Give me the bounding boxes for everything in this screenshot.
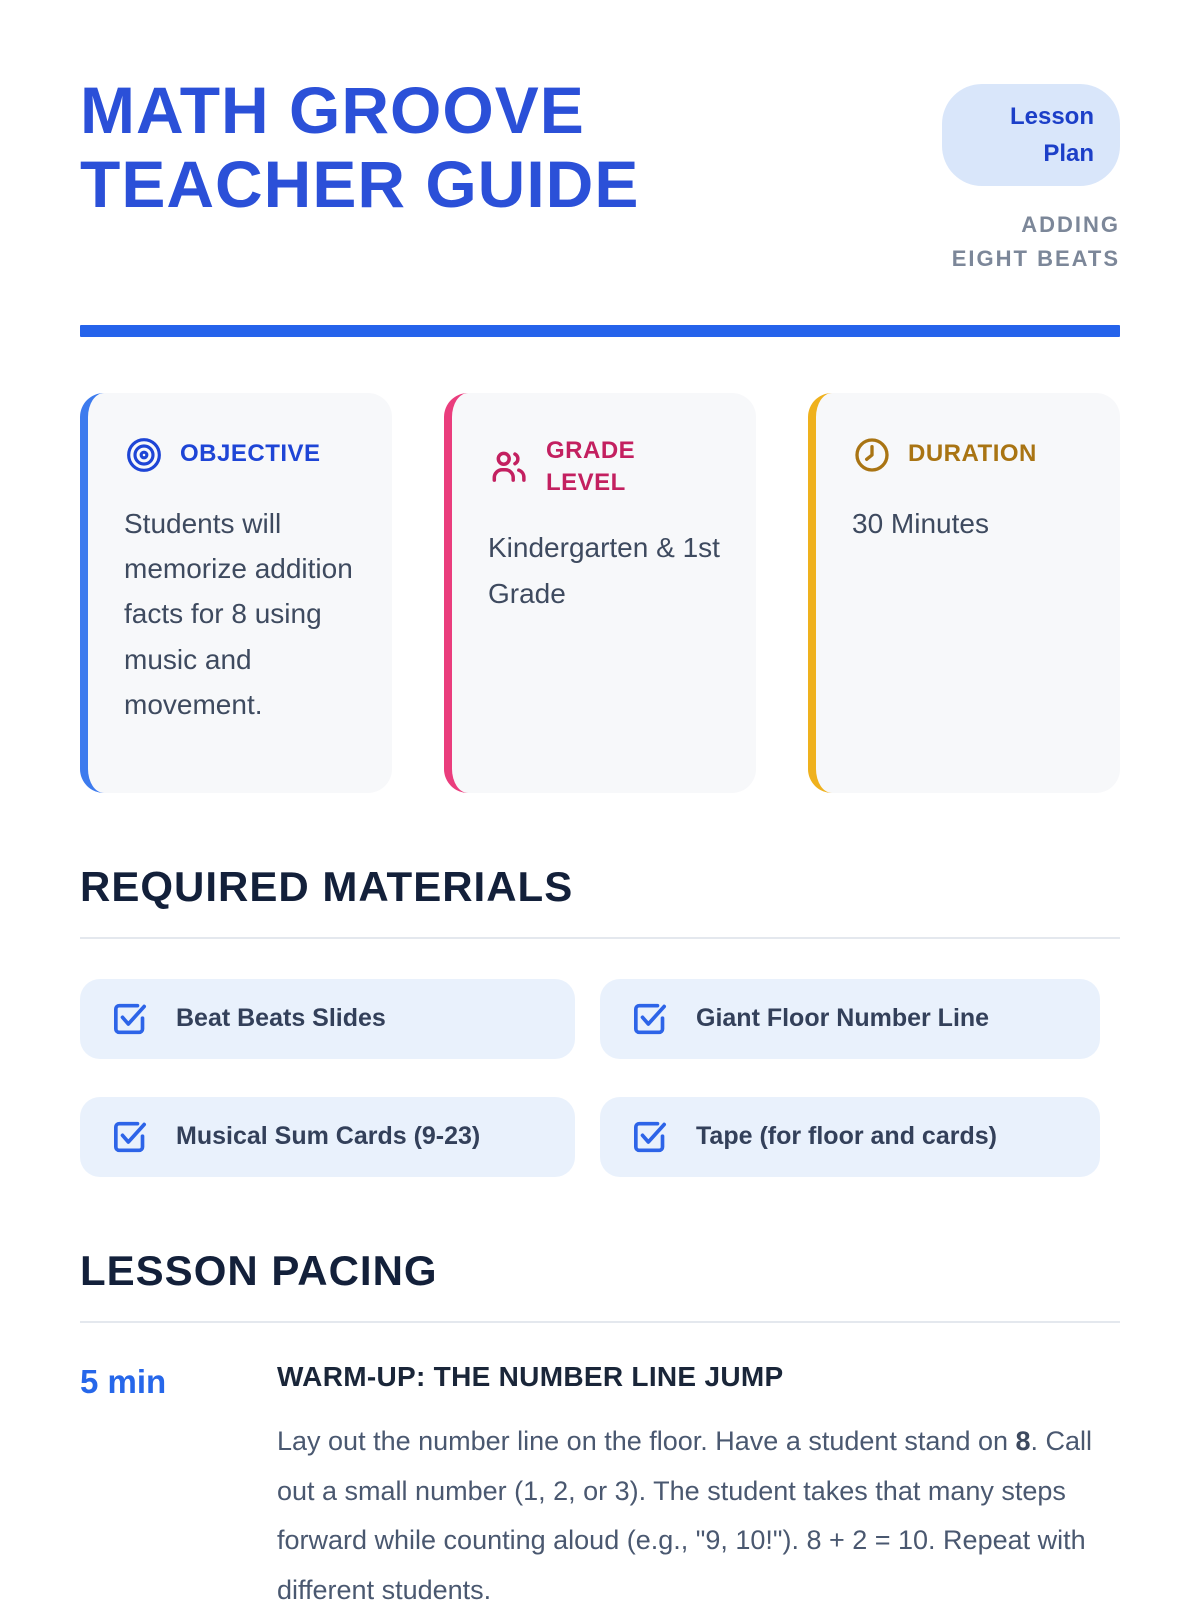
duration-card-label: DURATION bbox=[908, 440, 1037, 468]
material-item bbox=[600, 979, 1100, 1059]
grade-level-card-body: Kindergarten & 1st Grade bbox=[488, 532, 720, 609]
materials-divider bbox=[80, 937, 1120, 939]
step-description-text: . Call out a small number (1, 2, or 3). The student takes that many steps forward while counting aloud (e.g., "9, 10!"). 8 + 2 = 10. Repeat with different students. bbox=[277, 1425, 1093, 1606]
step-description-bold: 8 bbox=[1015, 1425, 1031, 1456]
checked-checkbox-icon bbox=[630, 999, 670, 1039]
grade-level-card-header bbox=[488, 435, 726, 500]
material-item bbox=[600, 1097, 1100, 1177]
clock-icon bbox=[852, 435, 892, 475]
pacing-section bbox=[80, 1247, 1120, 1616]
header-accent-bar bbox=[80, 325, 1120, 337]
objective-card-label: OBJECTIVE bbox=[180, 440, 321, 468]
duration-card bbox=[808, 393, 1120, 793]
step-description-text: Lay out the number line on the floor. Have a student stand on bbox=[277, 1425, 1016, 1456]
checked-checkbox-icon bbox=[110, 999, 150, 1039]
users-icon bbox=[488, 446, 530, 488]
pacing-heading: LESSON PACING bbox=[80, 1246, 438, 1294]
pacing-divider bbox=[80, 1321, 1120, 1323]
checked-checkbox-icon bbox=[110, 1117, 150, 1157]
materials-heading: REQUIRED MATERIALS bbox=[80, 862, 574, 910]
lesson-plan-badge-label: Lesson Plan bbox=[1009, 103, 1094, 168]
objective-card-body: Students will memorize addition facts for 8 using music and movement. bbox=[124, 507, 353, 720]
grade-level-card bbox=[444, 393, 756, 793]
header bbox=[80, 74, 1120, 277]
lesson-plan-badge bbox=[942, 84, 1120, 186]
objective-card-header bbox=[124, 435, 362, 475]
step-description bbox=[277, 1417, 1120, 1616]
header-subtitle: ADDING EIGHT BEATS bbox=[951, 212, 1120, 272]
material-label: Giant Floor Number Line bbox=[696, 1004, 990, 1033]
duration-card-header bbox=[852, 435, 1090, 475]
grade-level-card-label: GRADE LEVEL bbox=[546, 436, 636, 496]
page-title: MATH GROOVE TEACHER GUIDE bbox=[80, 73, 640, 221]
material-item bbox=[80, 1097, 575, 1177]
materials-list bbox=[80, 979, 1120, 1177]
step-duration: 5 min bbox=[80, 1362, 167, 1400]
objective-card bbox=[80, 393, 392, 793]
step-title: WARM-UP: THE NUMBER LINE JUMP bbox=[277, 1360, 784, 1392]
material-label: Beat Beats Slides bbox=[176, 1004, 386, 1033]
info-cards bbox=[80, 393, 1120, 793]
materials-section bbox=[80, 863, 1120, 1177]
duration-card-body: 30 Minutes bbox=[852, 507, 989, 539]
material-label: Tape (for floor and cards) bbox=[696, 1122, 997, 1151]
checked-checkbox-icon bbox=[630, 1117, 670, 1157]
target-icon bbox=[124, 435, 164, 475]
material-label: Musical Sum Cards (9-23) bbox=[176, 1122, 481, 1151]
header-meta bbox=[940, 74, 1120, 277]
material-item bbox=[80, 979, 575, 1059]
pacing-step bbox=[80, 1361, 1120, 1616]
step-content bbox=[277, 1361, 1120, 1616]
